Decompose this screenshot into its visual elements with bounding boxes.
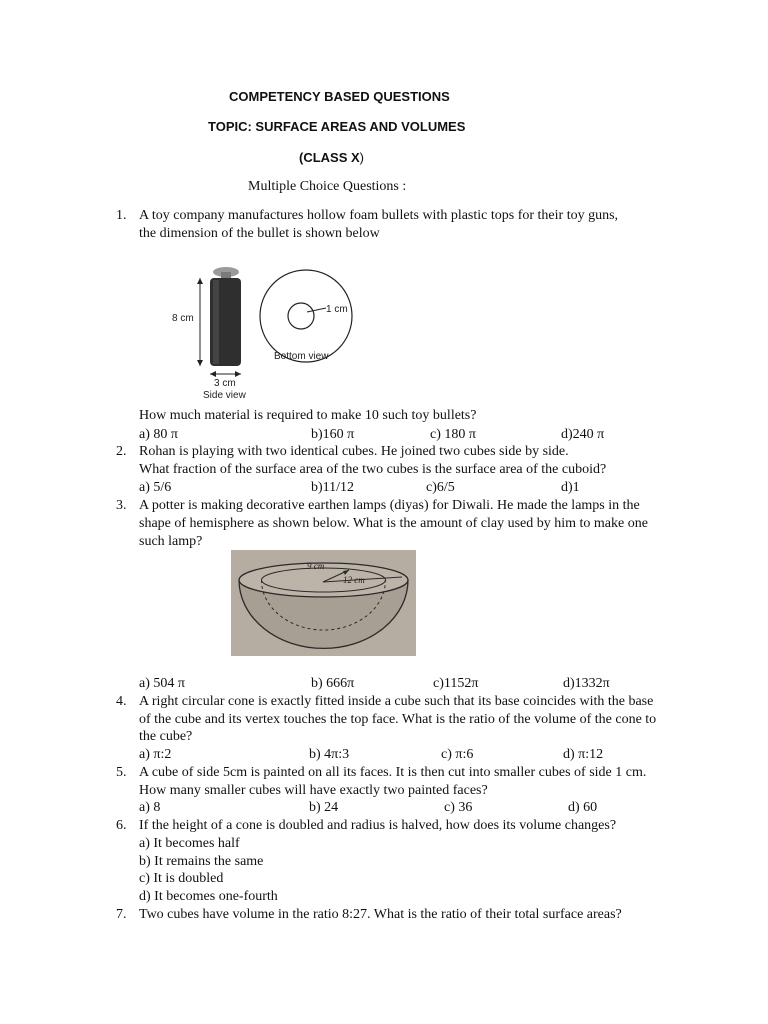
q6-option-b: b) It remains the same xyxy=(139,854,264,869)
inner-radius-label: 9 cm xyxy=(307,561,325,571)
worksheet-title: COMPETENCY BASED QUESTIONS xyxy=(229,89,450,104)
q4-text-line2: of the cube and its vertex touches the top face. What is the ratio of the volume of the cone to xyxy=(139,712,657,727)
q6-option-a: a) It becomes half xyxy=(139,836,240,851)
q1-option-b: b)160 π xyxy=(311,427,355,442)
q1-option-a: a) 80 π xyxy=(139,427,178,442)
q1-option-d: d)240 π xyxy=(561,427,605,442)
worksheet-topic: TOPIC: SURFACE AREAS AND VOLUMES xyxy=(208,119,466,134)
q3-option-d: d)1332π xyxy=(563,676,610,691)
q2-option-a: a) 5/6 xyxy=(139,480,172,495)
q2-text-line1: Rohan is playing with two identical cubes. He joined two cubes side by side. xyxy=(139,444,569,459)
q6-number: 6. xyxy=(116,818,127,833)
worksheet-class xyxy=(299,150,364,165)
q1-number: 1. xyxy=(116,208,127,223)
class-letter: X xyxy=(351,150,360,165)
q4-option-a: a) π:2 xyxy=(139,747,172,762)
q4-option-c: c) π:6 xyxy=(441,747,474,762)
q6-option-d: d) It becomes one-fourth xyxy=(139,889,278,904)
q7-number: 7. xyxy=(116,907,127,922)
q1-option-c: c) 180 π xyxy=(430,427,476,442)
outer-radius-label: 12 cm xyxy=(343,575,365,585)
q5-option-b: b) 24 xyxy=(309,800,339,815)
bullet-height-label: 8 cm xyxy=(172,313,194,324)
q6-option-c: c) It is doubled xyxy=(139,871,224,886)
q2-number: 2. xyxy=(116,444,127,459)
q5-text-line1: A cube of side 5cm is painted on all its faces. It is then cut into smaller cubes of side 1 cm. xyxy=(139,765,647,780)
q4-option-d: d) π:12 xyxy=(563,747,604,762)
class-suffix: ) xyxy=(359,150,365,165)
q3-number: 3. xyxy=(116,498,127,513)
q4-option-b: b) 4π:3 xyxy=(309,747,350,762)
q2-option-d: d)1 xyxy=(561,480,580,495)
q4-text-line3: the cube? xyxy=(139,729,193,744)
q1-text-line2: the dimension of the bullet is shown below xyxy=(139,226,380,241)
bottom-view-label: Bottom view xyxy=(274,351,329,362)
q2-option-c: c)6/5 xyxy=(426,480,455,495)
q1-question: How much material is required to make 10 such toy bullets? xyxy=(139,408,477,423)
q4-text-line1: A right circular cone is exactly fitted inside a cube such that its base coincides with the base xyxy=(139,694,654,709)
side-view-label: Side view xyxy=(203,390,246,401)
q2-text-line2: What fraction of the surface area of the two cubes is the surface area of the cuboid? xyxy=(139,462,607,477)
mcq-heading: Multiple Choice Questions : xyxy=(248,179,407,194)
q3-text-line1: A potter is making decorative earthen lamps (diyas) for Diwali. He made the lamps in the xyxy=(139,498,640,513)
q2-option-b: b)11/12 xyxy=(311,480,355,495)
q7-text-line1: Two cubes have volume in the ratio 8:27. What is the ratio of their total surface areas? xyxy=(139,907,622,922)
q5-text-line2: How many smaller cubes will have exactly two painted faces? xyxy=(139,783,488,798)
class-prefix: (CLASS xyxy=(299,150,351,165)
hemisphere-lamp-diagram xyxy=(231,550,416,656)
q6-text-line1: If the height of a cone is doubled and radius is halved, how does its volume changes? xyxy=(139,818,617,833)
bullet-diagram xyxy=(160,262,360,404)
q4-number: 4. xyxy=(116,694,127,709)
q5-option-d: d) 60 xyxy=(568,800,598,815)
q3-text-line3: such lamp? xyxy=(139,534,203,549)
q3-option-c: c)1152π xyxy=(433,676,479,691)
bullet-width-label: 3 cm xyxy=(214,378,236,389)
q1-text-line1: A toy company manufactures hollow foam bullets with plastic tops for their toy guns, xyxy=(139,208,619,223)
q3-option-a: a) 504 π xyxy=(139,676,185,691)
inner-radius-label: 1 cm xyxy=(326,304,348,315)
q5-option-a: a) 8 xyxy=(139,800,161,815)
q5-option-c: c) 36 xyxy=(444,800,473,815)
q3-option-b: b) 666π xyxy=(311,676,355,691)
q5-number: 5. xyxy=(116,765,127,780)
q3-text-line2: shape of hemisphere as shown below. What is the amount of clay used by him to make one xyxy=(139,516,648,531)
